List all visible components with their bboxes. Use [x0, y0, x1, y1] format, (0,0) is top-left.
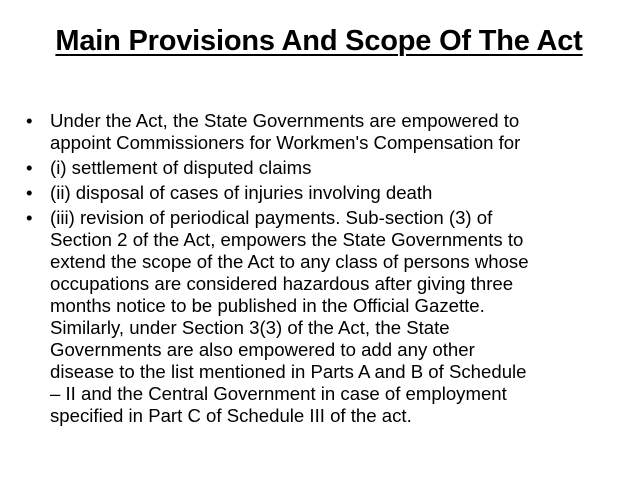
bullet-icon: • [26, 110, 33, 131]
bullet-text: (ii) disposal of cases of injuries involving death [50, 182, 433, 203]
bullet-icon: • [26, 182, 33, 203]
bullet-text: (iii) revision of periodical payments. Sub-section (3) of Section 2 of the Act, empowers the State Governments to extend the scope of the Act to any class of persons whose occupations are considered hazardous after giving three months notice to be published in the Official Gazette. Similarly, under Section 3(3) of the Act, the State Governments are also empowered to add any other disease to the list mentioned in Parts A and B of Schedule – II and the Central Government in case of employment specified in Part C of Schedule III of the act. [50, 207, 529, 426]
bullet-text: Under the Act, the State Governments are empowered to appoint Commissioners for Workmen's Compensation for [50, 110, 521, 153]
bullet-text: (i) settlement of disputed claims [50, 157, 312, 178]
bullet-icon: • [26, 157, 33, 178]
bullet-item [26, 157, 624, 179]
slide-title: Main Provisions And Scope Of The Act [55, 25, 583, 57]
bullet-icon: • [26, 207, 33, 228]
bullet-item [26, 182, 624, 204]
bullet-item [26, 207, 624, 427]
bullet-list [26, 110, 624, 430]
bullet-item [26, 110, 624, 154]
